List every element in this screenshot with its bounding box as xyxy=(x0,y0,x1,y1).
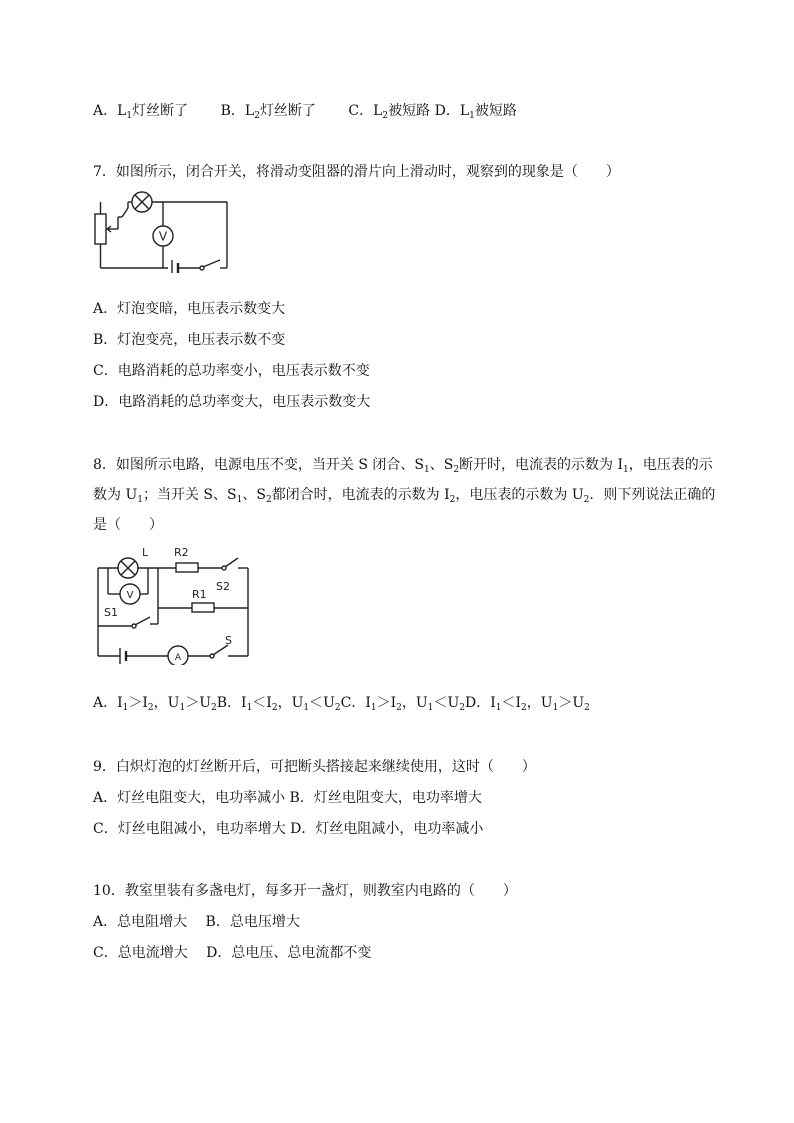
q8-stem-line2: 数为 $U_1$；当开关 S、$S_1$、$S_2$都闭合时，电流表的示数为 $I_2$，电压表的示数为 $U_2$．则下列说法正确的 xyxy=(93,487,716,505)
label-r1: R1 xyxy=(192,588,207,601)
q7-option-a: A．灯泡变暗，电压表示数变大 xyxy=(93,301,286,317)
q8-options xyxy=(93,694,590,712)
q9-options-line1: A．灯丝电阻变大，电功率减小 B．灯丝电阻变大，电功率增大 xyxy=(93,790,482,806)
q8-stem-line3: 是（ ） xyxy=(93,517,163,533)
resistor-r2-icon xyxy=(176,563,198,572)
q6-option-d: D．$L_1$被短路 xyxy=(434,103,517,121)
q8-option-b: B．$I_1<I_2$，$U_1<U_2$ xyxy=(216,695,341,713)
q9-options-line2: C．灯丝电阻减小，电功率增大 D．灯丝电阻减小，电功率减小 xyxy=(93,821,484,837)
label-r2: R2 xyxy=(174,546,189,559)
q7-option-c: C．电路消耗的总功率变小，电压表示数不变 xyxy=(93,363,370,379)
q6-option-a: A．$L_1$灯丝断了 xyxy=(93,103,189,121)
q7-option-d: D．电路消耗的总功率变大，电压表示数变大 xyxy=(93,394,371,410)
q7-circuit-diagram xyxy=(92,188,234,273)
label-s2: S2 xyxy=(216,580,230,593)
q10-options-line1: A．总电阻增大 B．总电压增大 xyxy=(93,914,300,930)
q10-stem: 10．教室里装有多盏电灯，每多开一盏灯，则教室内电路的（ ） xyxy=(93,883,517,899)
label-s: S xyxy=(225,634,232,647)
q8-option-c: C．$I_1>I_2$，$U_1<U_2$ xyxy=(340,695,465,713)
rheostat-icon xyxy=(95,214,106,244)
q10-options-line2: C．总电流增大 D．总电压、总电流都不变 xyxy=(93,945,372,961)
label-s1: S1 xyxy=(104,606,118,619)
q8-stem-line1: 8．如图所示电路，电源电压不变，当开关 S 闭合、$S_1$、$S_2$断开时，电流表的示数为 $I_1$，电压表的示 xyxy=(93,457,713,475)
label-l: L xyxy=(142,546,149,559)
q8-option-a: A．$I_1>I_2$，$U_1>U_2$ xyxy=(93,695,217,713)
q8-circuit-diagram xyxy=(92,540,254,665)
q7-option-b: B．灯泡变亮，电压表示数不变 xyxy=(93,332,286,348)
q6-option-b: B．$L_2$灯丝断了 xyxy=(220,103,316,121)
ammeter-label: A xyxy=(174,653,182,663)
q9-stem: 9．白炽灯泡的灯丝断开后，可把断头搭接起来继续使用，这时（ ） xyxy=(93,759,536,775)
voltmeter-label: V xyxy=(126,590,134,601)
q8-option-d: D．$I_1<I_2$，$U_1>U_2$ xyxy=(465,695,590,713)
resistor-r1-icon xyxy=(192,603,214,612)
voltmeter-label: V xyxy=(158,229,168,244)
q7-stem: 7．如图所示，闭合开关，将滑动变阻器的滑片向上滑动时，观察到的现象是（ ） xyxy=(93,164,620,180)
q6-options xyxy=(93,102,517,120)
q6-option-c: C．$L_2$被短路 xyxy=(348,103,431,121)
